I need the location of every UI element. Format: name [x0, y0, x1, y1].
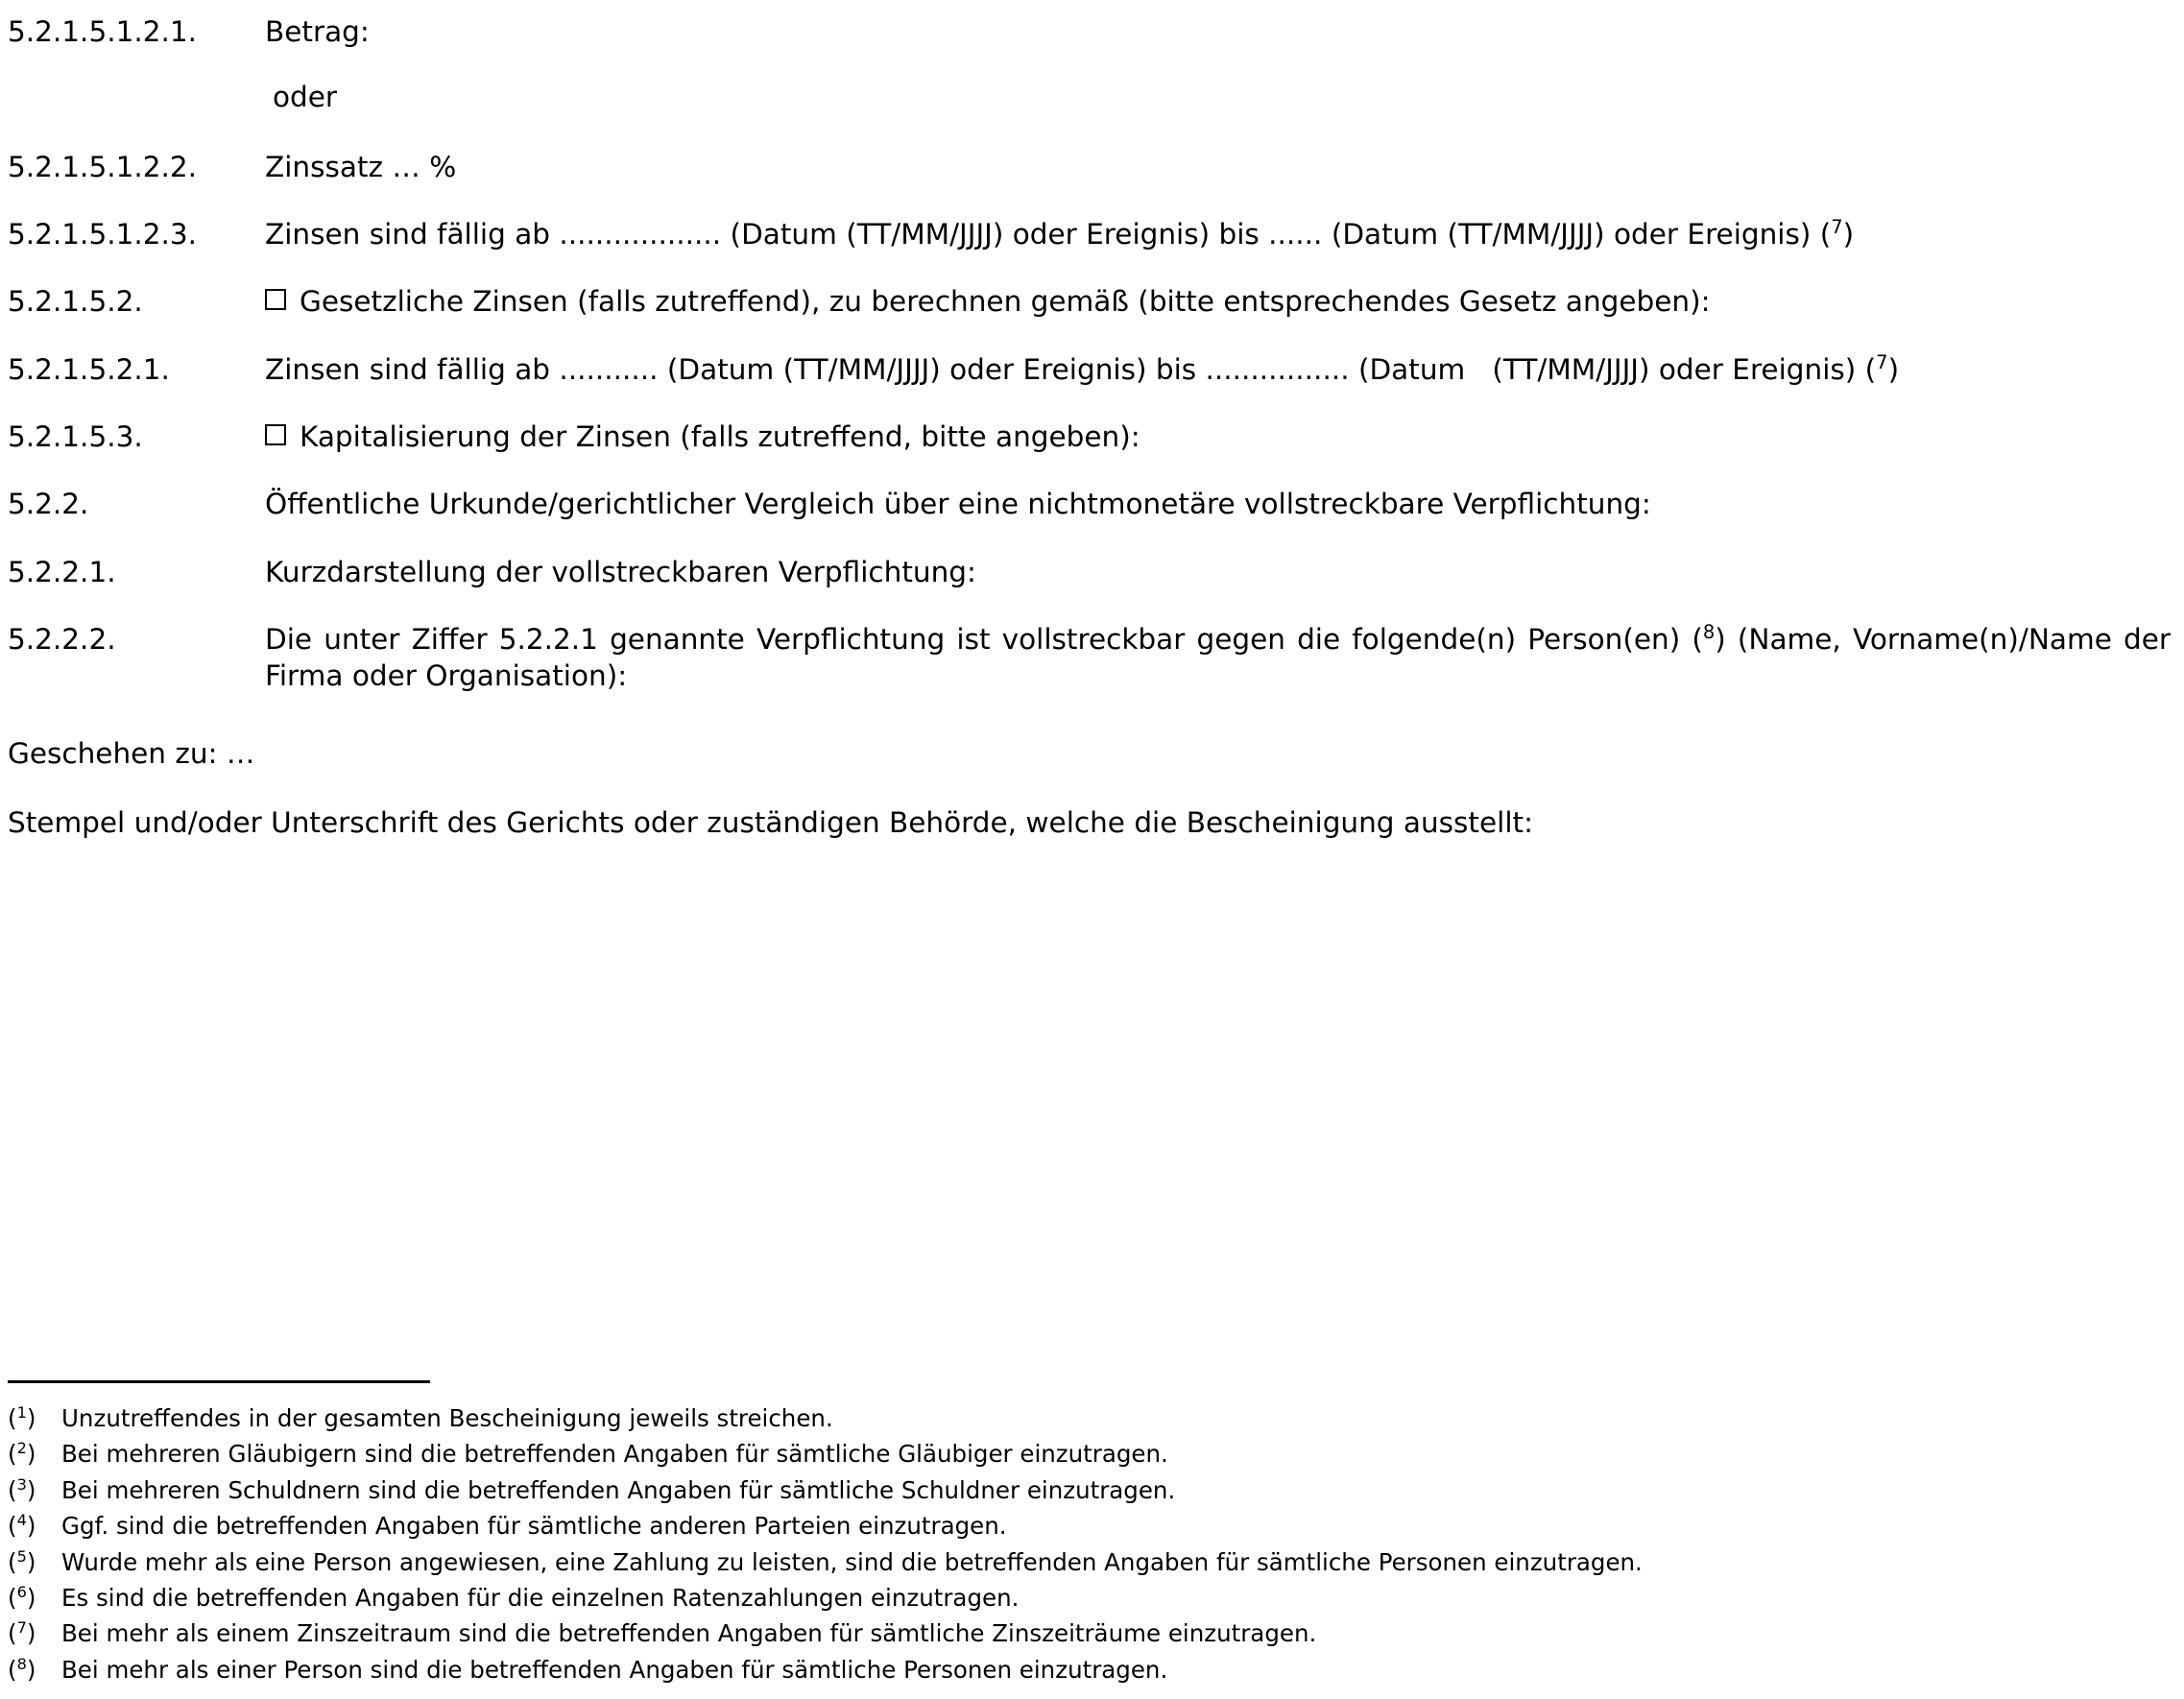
- clause-label: Kapitalisierung der Zinsen (falls zutreffend, bitte angeben):: [300, 420, 1140, 454]
- clause-text: Zinsen sind fällig ab ........... (Datum (TT/MM/JJJJ) oder Ereignis) bis ................ (Datum (TT/MM/JJJJ) oder Ereignis) ($^7$): [265, 350, 1900, 386]
- footnote-text: Wurde mehr als eine Person angewiesen, eine Zahlung zu leisten, sind die betreffenden Angaben für sämtliche Personen einzutragen.: [61, 1547, 1643, 1576]
- footnote-text: Es sind die betreffenden Angaben für die einzelnen Ratenzahlungen einzutragen.: [61, 1583, 1020, 1612]
- clause-row: [8, 621, 2176, 695]
- clause-row: [8, 419, 2176, 455]
- footnote-item: [8, 1512, 2176, 1542]
- closing-line-geschehen-zu: Geschehen zu: …: [8, 736, 255, 770]
- footnote-mark: ($^1$): [8, 1402, 36, 1433]
- clause-number: 5.2.2.: [8, 488, 89, 521]
- footnote-mark: ($^2$): [8, 1439, 36, 1469]
- clause-number: 5.2.1.5.1.2.3.: [8, 218, 198, 251]
- clause-row: [8, 283, 2176, 320]
- footnote-item: [8, 1476, 2176, 1506]
- clause-text: Zinssatz … %: [265, 150, 457, 183]
- footnote-item: [8, 1656, 2176, 1686]
- clause-number: 5.2.1.5.1.2.2.: [8, 150, 198, 183]
- closing-line-stempel-unterschrift: Stempel und/oder Unterschrift des Gerichts oder zuständigen Behörde, welche die Bescheinigung ausstellt:: [8, 806, 1534, 840]
- clause-number: 5.2.1.5.3.: [8, 420, 143, 454]
- clause-text: [265, 283, 2176, 320]
- footnote-text: Bei mehreren Gläubigern sind die betreffenden Angaben für sämtliche Gläubiger einzutragen.: [61, 1440, 1168, 1469]
- clause-row: [8, 554, 2176, 590]
- clause-row: [8, 13, 2176, 50]
- footnote-text: Bei mehreren Schuldnern sind die betreffenden Angaben für sämtliche Schuldner einzutragen.: [61, 1475, 1176, 1504]
- clause-text: [265, 419, 2176, 455]
- footnote-mark: ($^6$): [8, 1582, 36, 1612]
- clause-text: Öffentliche Urkunde/gerichtlicher Vergleich über eine nichtmonetäre vollstreckbare Verpflichtung:: [265, 488, 1651, 521]
- footnote-mark: ($^8$): [8, 1654, 36, 1684]
- footnote-item: [8, 1404, 2176, 1434]
- footnote-item: [8, 1584, 2176, 1614]
- footnote-mark: ($^7$): [8, 1618, 36, 1648]
- checkbox-gesetzliche-zinsen[interactable]: [265, 289, 286, 310]
- footnote-text: Ggf. sind die betreffenden Angaben für sämtliche anderen Parteien einzutragen.: [61, 1512, 1007, 1541]
- footnote-text: Bei mehr als einer Person sind die betreffenden Angaben für sämtliche Personen einzutragen.: [61, 1655, 1168, 1684]
- checkbox-kapitalisierung-zinsen[interactable]: [265, 424, 286, 445]
- clause-row: [8, 149, 2176, 185]
- clause-number: 5.2.2.2.: [8, 623, 116, 657]
- clause-row: [8, 486, 2176, 522]
- clause-number: 5.2.1.5.2.: [8, 285, 143, 319]
- footnotes-block: [8, 1380, 2176, 1691]
- footnote-separator: [8, 1380, 430, 1383]
- clause-text: Betrag:: [265, 15, 370, 48]
- clause-text: Die unter Ziffer 5.2.2.1 genannte Verpflichtung ist vollstreckbar gegen die folgende(n) Person(en) ($^8$) (Name, Vorname(n)/Name der Firma oder Organisation):: [265, 621, 2171, 693]
- clause-row: [8, 351, 2176, 388]
- clause-label: Gesetzliche Zinsen (falls zutreffend), zu berechnen gemäß (bitte entsprechendes Gesetz angeben):: [300, 285, 1711, 319]
- spacer: [8, 726, 2176, 735]
- footnote-item: [8, 1619, 2176, 1649]
- footnote-text: Unzutreffendes in der gesamten Bescheinigung jeweils streichen.: [61, 1404, 833, 1433]
- footnote-mark: ($^4$): [8, 1511, 36, 1541]
- clause-number: 5.2.1.5.1.2.1.: [8, 15, 198, 48]
- clause-text: Kurzdarstellung der vollstreckbaren Verpflichtung:: [265, 555, 976, 588]
- clause-text: Zinsen sind fällig ab .................. (Datum (TT/MM/JJJJ) oder Ereignis) bis ...... (Datum (TT/MM/JJJJ) oder Ereignis) ($^7$): [265, 216, 1855, 251]
- footnote-text: Bei mehr als einem Zinszeitraum sind die betreffenden Angaben für sämtliche Zinszeiträume einzutragen.: [61, 1619, 1317, 1648]
- clause-number: 5.2.2.1.: [8, 555, 116, 588]
- footnote-mark: ($^5$): [8, 1546, 36, 1576]
- footnote-item: [8, 1548, 2176, 1578]
- clause-row: [8, 216, 2176, 252]
- footnote-mark: ($^3$): [8, 1474, 36, 1504]
- oder-label: oder: [273, 81, 338, 114]
- footnote-item: [8, 1440, 2176, 1470]
- clause-number: 5.2.1.5.2.1.: [8, 352, 170, 386]
